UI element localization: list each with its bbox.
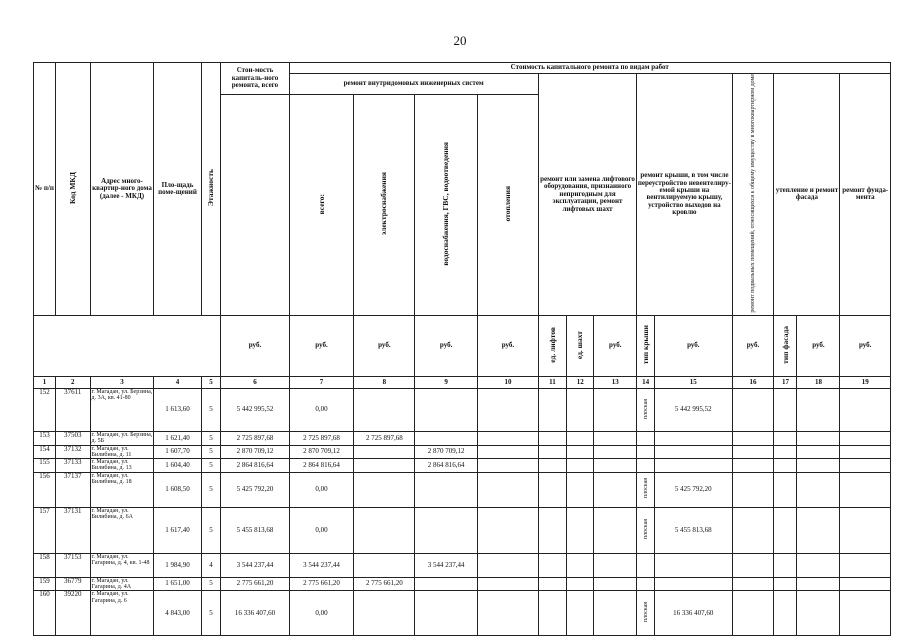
unit-spacer — [34, 315, 221, 376]
row-address: г. Магадан, ул. Билибина, д. 13 — [90, 459, 154, 473]
row-lifts-count — [538, 388, 566, 431]
column-number: 18 — [797, 376, 840, 388]
row-shafts-count — [567, 591, 594, 636]
column-number: 5 — [201, 376, 221, 388]
row-heating — [478, 388, 539, 431]
row-shafts-count — [567, 445, 594, 459]
header-num: № п/п — [34, 63, 56, 316]
row-shafts-count — [567, 388, 594, 431]
row-roof-type — [637, 459, 655, 473]
row-facade-type — [774, 431, 797, 445]
row-facade-cost — [797, 577, 840, 591]
column-number: 10 — [478, 376, 539, 388]
header-facade: утепление и ремонт фасада — [774, 74, 840, 316]
row-code: 39220 — [55, 591, 90, 636]
row-code: 37153 — [55, 553, 90, 577]
row-basement — [732, 459, 774, 473]
row-roof-type — [637, 445, 655, 459]
row-total-cost: 2 864 816,64 — [221, 459, 289, 473]
row-facade-type — [774, 553, 797, 577]
column-number: 7 — [289, 376, 354, 388]
row-shafts-count — [567, 472, 594, 507]
row-roof-cost — [655, 431, 733, 445]
row-systems-total: 0,00 — [289, 388, 354, 431]
row-foundation — [840, 459, 891, 473]
unit-roof-type: тип крыши — [637, 315, 655, 376]
row-roof-type: плоская — [637, 472, 655, 507]
row-lifts-cost — [594, 507, 637, 553]
row-foundation — [840, 507, 891, 553]
row-heating — [478, 591, 539, 636]
row-roof-type — [637, 431, 655, 445]
row-facade-type — [774, 459, 797, 473]
row-basement — [732, 431, 774, 445]
unit-rub-10: руб. — [478, 315, 539, 376]
row-code: 36779 — [55, 577, 90, 591]
row-num: 156 — [34, 472, 56, 507]
header-water: водоснабжения, ГВС, водоотведения — [415, 94, 478, 315]
row-lifts-count — [538, 459, 566, 473]
row-heating — [478, 577, 539, 591]
row-area: 1 984,90 — [154, 553, 201, 577]
row-lifts-count — [538, 445, 566, 459]
row-heating — [478, 459, 539, 473]
table-row — [34, 591, 891, 636]
row-code: 37611 — [55, 388, 90, 431]
row-roof-cost — [655, 459, 733, 473]
unit-rub-6: руб. — [221, 315, 289, 376]
table-row — [34, 431, 891, 445]
column-number: 14 — [637, 376, 655, 388]
row-floors: 4 — [201, 553, 221, 577]
row-lifts-cost — [594, 388, 637, 431]
table-row — [34, 388, 891, 431]
row-water — [415, 388, 478, 431]
page-number: 20 — [453, 33, 467, 48]
header-code: Код МКД — [55, 63, 90, 316]
row-floors: 5 — [201, 507, 221, 553]
row-floors: 5 — [201, 591, 221, 636]
row-facade-type — [774, 577, 797, 591]
header-area: Пло-щадь поме-щений — [154, 63, 201, 316]
row-floors: 5 — [201, 445, 221, 459]
row-code: 37503 — [55, 431, 90, 445]
header-address: Адрес много-квартир-ного дома (далее - МКД) — [90, 63, 154, 316]
row-foundation — [840, 445, 891, 459]
unit-rub-8: руб. — [354, 315, 415, 376]
row-water — [415, 507, 478, 553]
unit-rub-16: руб. — [732, 315, 774, 376]
row-roof-cost: 5 455 813,68 — [655, 507, 733, 553]
row-water — [415, 472, 478, 507]
column-number-row — [34, 376, 891, 388]
row-roof-type — [637, 577, 655, 591]
unit-rub-18: руб. — [797, 315, 840, 376]
row-roof-type: плоская — [637, 507, 655, 553]
row-lifts-count — [538, 591, 566, 636]
row-water: 3 544 237,44 — [415, 553, 478, 577]
row-facade-cost — [797, 388, 840, 431]
row-power — [354, 553, 415, 577]
header-total-cost-cont — [221, 94, 289, 315]
unit-rub-7: руб. — [289, 315, 354, 376]
row-address: г. Магадан, ул. Гагарина, д. 4, кв. 1-48 — [90, 553, 154, 577]
row-facade-cost — [797, 445, 840, 459]
row-roof-cost: 5 442 995,52 — [655, 388, 733, 431]
unit-rub-13: руб. — [594, 315, 637, 376]
row-roof-cost — [655, 553, 733, 577]
row-address: г. Магадан, ул. Гагарина, д. 4А — [90, 577, 154, 591]
row-num: 155 — [34, 459, 56, 473]
row-address: г. Магадан, ул. Гагарина, д. 6 — [90, 591, 154, 636]
row-lifts-cost — [594, 472, 637, 507]
table-row — [34, 445, 891, 459]
row-power: 2 725 897,68 — [354, 431, 415, 445]
row-heating — [478, 472, 539, 507]
row-floors: 5 — [201, 459, 221, 473]
row-systems-total: 2 775 661,20 — [289, 577, 354, 591]
table-row — [34, 472, 891, 507]
row-code: 37132 — [55, 445, 90, 459]
header-foundation: ремонт фунда-мента — [840, 74, 891, 316]
row-area: 1 607,70 — [154, 445, 201, 459]
header-roof: ремонт крыши, в том числе переустройство невентелиру-емой крыши на вентилируемую крышу, устройство выходов на кровлю — [637, 74, 732, 316]
row-floors: 5 — [201, 388, 221, 431]
column-number: 15 — [655, 376, 733, 388]
row-floors: 5 — [201, 431, 221, 445]
row-heating — [478, 431, 539, 445]
table-row — [34, 507, 891, 553]
column-number: 2 — [55, 376, 90, 388]
row-area: 1 651,00 — [154, 577, 201, 591]
row-facade-cost — [797, 459, 840, 473]
row-systems-total: 2 870 709,12 — [289, 445, 354, 459]
row-area: 1 621,40 — [154, 431, 201, 445]
row-foundation — [840, 553, 891, 577]
column-number: 13 — [594, 376, 637, 388]
header-total-cost: Стои-мость капиталь-ного ремонта, всего — [221, 63, 289, 95]
row-area: 1 604,40 — [154, 459, 201, 473]
header-basement: ремонт подвальных помещений, относящихся к общему имуществу в многоквартирном доме — [732, 74, 774, 316]
row-total-cost: 2 775 661,20 — [221, 577, 289, 591]
row-lifts-count — [538, 507, 566, 553]
row-foundation — [840, 388, 891, 431]
row-roof-cost — [655, 577, 733, 591]
row-heating — [478, 445, 539, 459]
unit-shafts: ед. шахт — [567, 315, 594, 376]
row-facade-cost — [797, 507, 840, 553]
row-systems-total: 2 864 816,64 — [289, 459, 354, 473]
row-roof-cost: 5 425 792,20 — [655, 472, 733, 507]
row-roof-type: плоская — [637, 388, 655, 431]
row-systems-total: 0,00 — [289, 507, 354, 553]
row-roof-type — [637, 553, 655, 577]
header-floors: Этажность — [201, 63, 221, 316]
column-number: 6 — [221, 376, 289, 388]
row-address: г. Магадан, ул. Билибина, д. 11 — [90, 445, 154, 459]
row-power — [354, 591, 415, 636]
row-num: 154 — [34, 445, 56, 459]
column-number: 16 — [732, 376, 774, 388]
row-basement — [732, 388, 774, 431]
header-sys-total: всего: — [289, 94, 354, 315]
row-systems-total: 0,00 — [289, 591, 354, 636]
row-num: 160 — [34, 591, 56, 636]
row-total-cost: 2 725 897,68 — [221, 431, 289, 445]
row-shafts-count — [567, 553, 594, 577]
row-power — [354, 507, 415, 553]
row-systems-total: 0,00 — [289, 472, 354, 507]
row-roof-cost — [655, 445, 733, 459]
row-power — [354, 388, 415, 431]
row-basement — [732, 577, 774, 591]
row-address: г. Магадан, ул. Берзина, д. 3А, кв. 41-80 — [90, 388, 154, 431]
row-systems-total: 2 725 897,68 — [289, 431, 354, 445]
unit-rub-9: руб. — [415, 315, 478, 376]
table-row — [34, 459, 891, 473]
row-facade-type — [774, 445, 797, 459]
row-floors: 5 — [201, 577, 221, 591]
row-water: 2 870 709,12 — [415, 445, 478, 459]
row-total-cost: 5 455 813,68 — [221, 507, 289, 553]
table-row — [34, 577, 891, 591]
unit-facade-type: тип фасада — [774, 315, 797, 376]
row-power — [354, 445, 415, 459]
row-address: г. Магадан, ул. Билибина, д. 6А — [90, 507, 154, 553]
column-number: 17 — [774, 376, 797, 388]
column-number: 8 — [354, 376, 415, 388]
row-area: 4 843,00 — [154, 591, 201, 636]
row-facade-type — [774, 472, 797, 507]
row-foundation — [840, 431, 891, 445]
row-lifts-count — [538, 577, 566, 591]
row-num: 153 — [34, 431, 56, 445]
row-lifts-cost — [594, 553, 637, 577]
row-water — [415, 577, 478, 591]
row-facade-cost — [797, 431, 840, 445]
header-group-systems: ремонт внутридомовых инженерных систем — [289, 74, 538, 95]
row-facade-type — [774, 591, 797, 636]
column-number: 9 — [415, 376, 478, 388]
row-num: 157 — [34, 507, 56, 553]
row-foundation — [840, 591, 891, 636]
row-area: 1 617,40 — [154, 507, 201, 553]
column-number: 19 — [840, 376, 891, 388]
row-address: г. Магадан, ул. Билибина, д. 18 — [90, 472, 154, 507]
capital-repair-table — [33, 62, 891, 636]
row-lifts-cost — [594, 445, 637, 459]
row-shafts-count — [567, 459, 594, 473]
row-basement — [732, 507, 774, 553]
row-basement — [732, 591, 774, 636]
row-total-cost: 2 870 709,12 — [221, 445, 289, 459]
row-power: 2 775 661,20 — [354, 577, 415, 591]
row-systems-total: 3 544 237,44 — [289, 553, 354, 577]
row-total-cost: 5 425 792,20 — [221, 472, 289, 507]
header-group-main: Стоимость капитального ремонта по видам работ — [289, 63, 890, 74]
row-foundation — [840, 577, 891, 591]
row-lifts-count — [538, 472, 566, 507]
unit-rub-19: руб. — [840, 315, 891, 376]
row-water: 2 864 816,64 — [415, 459, 478, 473]
table-row — [34, 553, 891, 577]
column-number: 11 — [538, 376, 566, 388]
row-lifts-cost — [594, 459, 637, 473]
row-num: 158 — [34, 553, 56, 577]
column-number: 12 — [567, 376, 594, 388]
row-facade-cost — [797, 553, 840, 577]
row-basement — [732, 553, 774, 577]
unit-rub-15: руб. — [655, 315, 733, 376]
header-power: электроснабжения — [354, 94, 415, 315]
row-foundation — [840, 472, 891, 507]
row-lifts-count — [538, 553, 566, 577]
row-code: 37131 — [55, 507, 90, 553]
row-heating — [478, 507, 539, 553]
header-lifts: ремонт или замена лифтового оборудования, признанного непригодным для эксплуатации, ремонт лифтовых шахт — [538, 74, 636, 316]
row-basement — [732, 472, 774, 507]
row-facade-type — [774, 507, 797, 553]
row-lifts-cost — [594, 577, 637, 591]
header-heating: отопления — [478, 94, 539, 315]
row-water — [415, 431, 478, 445]
row-address: г. Магадан, ул. Берзина, д. 5Б — [91, 431, 153, 445]
row-total-cost: 5 442 995,52 — [221, 388, 289, 431]
row-facade-type — [774, 388, 797, 431]
column-number: 3 — [90, 376, 154, 388]
row-lifts-count — [538, 431, 566, 445]
row-lifts-cost — [594, 431, 637, 445]
row-num: 152 — [34, 388, 56, 431]
column-number: 1 — [34, 376, 56, 388]
row-facade-cost — [797, 472, 840, 507]
row-roof-cost: 16 336 407,60 — [655, 591, 733, 636]
row-floors: 5 — [201, 472, 221, 507]
row-code: 37133 — [55, 459, 90, 473]
row-shafts-count — [567, 577, 594, 591]
row-power — [354, 472, 415, 507]
row-water — [415, 591, 478, 636]
row-heating — [478, 553, 539, 577]
row-shafts-count — [567, 507, 594, 553]
row-roof-type: плоская — [637, 591, 655, 636]
row-num: 159 — [34, 577, 56, 591]
row-area: 1 613,60 — [154, 388, 201, 431]
row-total-cost: 3 544 237,44 — [221, 553, 289, 577]
row-total-cost: 16 336 407,60 — [221, 591, 289, 636]
row-power — [354, 459, 415, 473]
unit-lifts: ед. лифтов — [538, 315, 566, 376]
column-number: 4 — [154, 376, 201, 388]
row-basement — [732, 445, 774, 459]
row-lifts-cost — [594, 591, 637, 636]
row-shafts-count — [567, 431, 594, 445]
row-code: 37137 — [55, 472, 90, 507]
row-area: 1 608,50 — [154, 472, 201, 507]
row-facade-cost — [797, 591, 840, 636]
